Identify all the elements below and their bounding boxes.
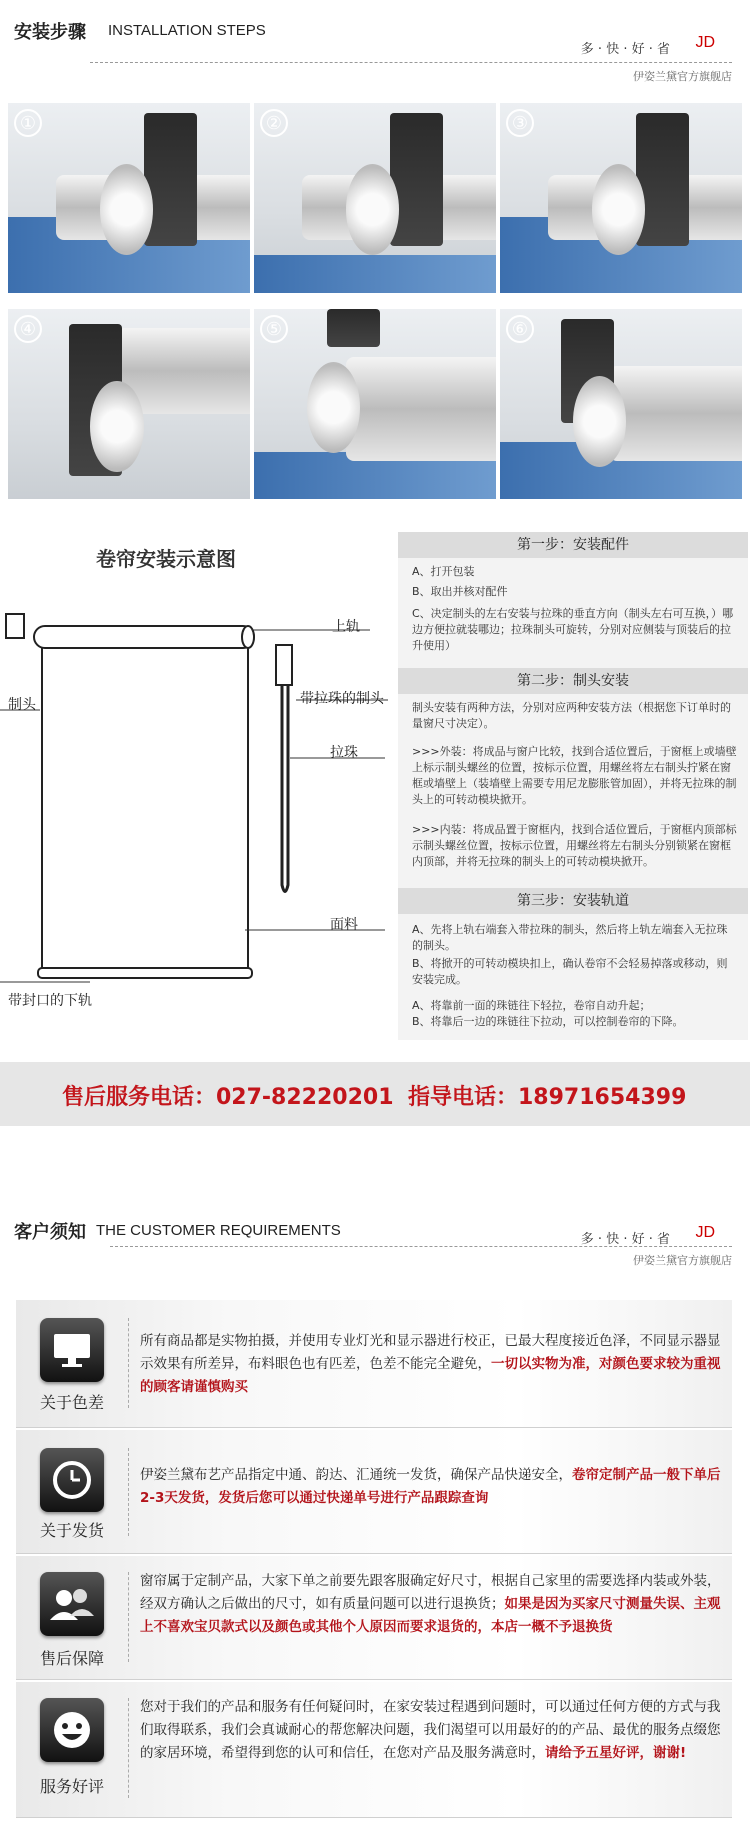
install-photo-5 — [254, 309, 496, 499]
section-title-en: THE CUSTOMER REQUIREMENTS — [96, 1222, 341, 1239]
step-2-heading: 第二步：制头安装 — [398, 668, 748, 694]
install-photo-2 — [254, 103, 496, 293]
notice-body — [140, 1330, 722, 1399]
notice-card-color — [16, 1300, 732, 1428]
install-photo-1 — [8, 103, 250, 293]
notice-body — [140, 1570, 722, 1639]
smile-icon — [40, 1698, 104, 1762]
slogan: 多 · 快 · 好 · 省 — [580, 1232, 670, 1247]
step-2-line: >>>外装：将成品与窗户比较，找到合适位置后，于窗框上或墙壁上标示制头螺丝的位置，按标示位置，用螺丝将左右制头拧紧在窗框或墙壁上（装墙壁上需要专用尼龙膨胀管加固），并将无拉珠的制头上的可转动模块掀开。 — [412, 745, 737, 806]
label-bottom-rail: 带封口的下轨 — [8, 993, 92, 1009]
slogan: 多 · 快 · 好 · 省 — [580, 42, 670, 57]
divider — [128, 1698, 129, 1798]
monitor-icon — [40, 1318, 104, 1382]
label-top-rail: 上轨 — [332, 619, 360, 635]
bottom-rail-shape — [38, 968, 252, 978]
step-1-heading: 第一步：安装配件 — [398, 532, 748, 558]
divider — [128, 1448, 129, 1536]
divider — [128, 1572, 129, 1662]
divider — [110, 1246, 732, 1247]
step-number: ④ — [14, 315, 42, 343]
users-icon — [40, 1572, 104, 1636]
notice-card-review — [16, 1682, 732, 1818]
step-3-line: B、将掀开的可转动模块扣上，确认卷帘不会轻易掉落或移动，则安装完成。 — [412, 957, 728, 986]
section-title-en: INSTALLATION STEPS — [108, 22, 266, 39]
step-2-line: 制头安装有两种方法，分别对应两种安装方法（根据您下订单时的量窗尺寸决定）。 — [412, 701, 731, 730]
section-title-cn: 客户须知 — [14, 1222, 86, 1243]
notice-body — [140, 1696, 722, 1765]
label-bracket: 制头 — [8, 697, 36, 713]
label-bracket-with-chain: 带拉珠的制头 — [300, 691, 384, 707]
step-number: ② — [260, 109, 288, 137]
step-3-line: B、将靠后一边的珠链往下拉动，可以控制卷帘的下降。 — [412, 1015, 684, 1028]
notice-title: 关于色差 — [39, 1393, 104, 1412]
chain-shape — [282, 685, 288, 892]
label-chain: 拉珠 — [330, 745, 358, 761]
notice-highlight: 请给予五星好评，谢谢! — [545, 1745, 687, 1761]
notice-title: 售后保障 — [39, 1649, 104, 1668]
jd-logo: JD — [695, 34, 715, 51]
customer-header — [0, 1200, 750, 1270]
install-photo-3 — [500, 103, 742, 293]
notice-highlight: 卷帘定制产品一般下单后2-3天发货，发货后您可以通过快递单号进行产品跟踪查询 — [140, 1467, 721, 1506]
hotline-bar — [0, 1062, 750, 1126]
step-number: ③ — [506, 109, 534, 137]
notice-body — [140, 1464, 722, 1510]
clock-icon — [40, 1448, 104, 1512]
install-photo-4 — [8, 309, 250, 499]
step-number: ⑤ — [260, 315, 288, 343]
top-rail-shape — [34, 626, 254, 648]
notice-title: 服务好评 — [39, 1777, 104, 1796]
install-header — [0, 0, 750, 83]
divider — [90, 62, 732, 63]
store-name: 伊姿兰黛官方旗舰店 — [633, 70, 732, 83]
divider — [128, 1318, 129, 1408]
notice-text: 窗帘属于定制产品，大家下单之前要先跟客服确定好尺寸，根据自己家里的需要选择内装或外装，经双方确认之后做出的尺寸，如有质量问题可以进行退换货； — [140, 1573, 721, 1612]
install-photo-6 — [500, 309, 742, 499]
guide-phone[interactable]: 指导电话：18971654399 — [408, 1085, 687, 1110]
service-phone[interactable]: 售后服务电话：027-82220201 — [62, 1085, 394, 1110]
notice-card-shipping — [16, 1430, 732, 1554]
step-2-line: >>>内装：将成品置于窗框内，找到合适位置后，于窗框内顶部标示制头螺丝位置，按标示位置，用螺丝将左右制头分别锁紧在窗框内顶部，并将无拉珠的制头上的可转动模块掀开。 — [412, 823, 737, 868]
diagram-title: 卷帘安装示意图 — [96, 547, 236, 571]
jd-logo: JD — [695, 1224, 715, 1241]
notice-highlight: 一切以实物为准，对颜色要求较为重视的顾客请谨慎购买 — [140, 1356, 721, 1395]
notice-highlight: 如果是因为买家尺寸测量失误、主观上不喜欢宝贝款式以及颜色或其他个人原因而要求退货的，本店一概不予退换货 — [140, 1596, 721, 1635]
step-1-line: A、打开包装 — [412, 565, 475, 578]
roller-blind-diagram — [0, 600, 395, 1030]
notice-text: 所有商品都是实物拍摄，并使用专业灯光和显示器进行校正，已最大程度接近色泽，不同显示器显示效果有所差异，布料眼色也有匹差，色差不能完全避免， — [140, 1333, 721, 1372]
section-title-cn: 安装步骤 — [14, 22, 86, 43]
step-number: ⑥ — [506, 315, 534, 343]
left-bracket-shape — [6, 614, 24, 638]
label-fabric: 面料 — [330, 917, 358, 933]
notice-text: 伊姿兰黛布艺产品指定中通、韵达、汇通统一发货，确保产品快递安全， — [140, 1467, 572, 1483]
step-3-line: A、将靠前一面的珠链往下轻拉，卷帘自动升起； — [412, 999, 651, 1012]
right-bracket-shape — [276, 645, 292, 685]
step-3-heading: 第三步：安装轨道 — [398, 888, 748, 914]
step-1-line: B、取出并核对配件 — [412, 585, 508, 598]
notice-title: 关于发货 — [39, 1521, 104, 1540]
step-number: ① — [14, 109, 42, 137]
store-name: 伊姿兰黛官方旗舰店 — [633, 1254, 732, 1267]
step-1-line: C、决定制头的左右安装与拉珠的垂直方向（制头左右可互换，）哪边方便拉就装哪边；拉珠制头可旋转，分别对应侧装与顶装后的拉升使用） — [412, 607, 734, 652]
notice-card-after-sale — [16, 1556, 732, 1680]
step-3-line: A、先将上轨右端套入带拉珠的制头，然后将上轨左端套入无拉珠的制头。 — [412, 923, 728, 952]
notice-text: 您对于我们的产品和服务有任何疑问时，在家安装过程遇到问题时，可以通过任何方便的方式与我们取得联系，我们会真诚耐心的帮您解决问题，我们渴望可以用最好的的产品、最优的服务点缀您的家居环境，希望得到您的认可和信任，在您对产品及服务满意时， — [140, 1699, 721, 1761]
